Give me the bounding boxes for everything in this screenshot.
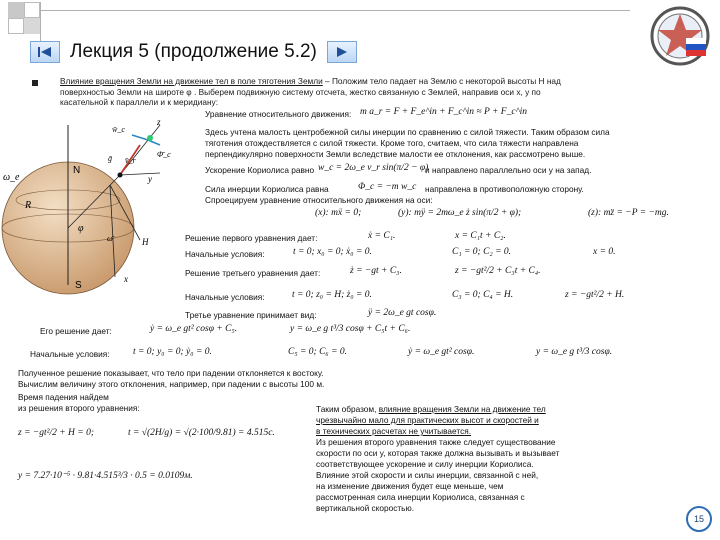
time-formula: t = √(2H/g) = √(2·100/9.81) = 4.515c. — [128, 428, 275, 438]
c12-formula: C₁ = 0; C₂ = 0. — [452, 247, 512, 257]
y-velocity-formula: ẏ = ω_e gt² cosφ + C₅. — [150, 324, 238, 334]
coriolis-acc-tail: и направлено параллельно оси y на запад. — [425, 165, 592, 175]
conclusion-line: Вычислим величину этого отклонения, например, при падении с высоты 100 м. — [18, 379, 325, 389]
wc-vector — [132, 135, 148, 140]
proj-z-formula: (z): mz̈ = −P = −mg. — [588, 208, 669, 218]
header-divider — [40, 10, 630, 11]
explanation-line: Здесь учтена малость центробежной силы инерции по сравнению с силой тяжести. Таким образом сила — [205, 127, 610, 137]
summary-line: Из решения второго уравнения также следует существование — [316, 437, 556, 447]
its-solution-label: Его решение дает: — [40, 326, 112, 336]
summary-line: чрезвычайно мало для практических высот и скоростей и — [316, 415, 539, 425]
z-label: z — [157, 117, 161, 127]
fc-label: Φ̄_c — [157, 150, 171, 159]
summary-line: вертикальной скоростью. — [316, 503, 415, 513]
x-velocity-formula: ẋ = C₁. — [368, 231, 396, 241]
x-zero-formula: x = 0. — [593, 247, 616, 257]
south-label: S — [75, 280, 82, 291]
proj-x-formula: (x): mẍ = 0; — [315, 208, 362, 218]
bullet — [32, 80, 38, 86]
coriolis-acc-label: Ускорение Кориолиса равно — [205, 165, 315, 175]
y-acc-formula: ÿ = 2ω_e gt cosφ. — [368, 308, 437, 318]
summary-line: Влияние этой скорости и силы инерции, связанной с ней, — [316, 470, 539, 480]
intro-paragraph — [60, 76, 705, 108]
relative-eq-formula: m a_r = F + F_e^in + F_c^in ≈ P + F_c^in — [360, 107, 527, 117]
explanation-line: перпендикулярно поверхности Земли вследствие малости ее отклонения, как рассмотрено выше. — [205, 149, 586, 159]
z-final-formula: z = −gt²/2 + H. — [565, 290, 625, 300]
z-velocity-formula: ż = −gt + C₃. — [350, 266, 402, 276]
conclusion-line: из решения второго уравнения: — [18, 403, 140, 413]
first-slide-icon — [36, 45, 54, 59]
y-label: y — [148, 174, 152, 184]
summary-line: рассмотренная сила инерции Кориолиса, связанная с — [316, 492, 525, 502]
intro-lead: Влияние вращения Земли на движение тел в поле тяготения Земли — [60, 76, 323, 86]
conclusion-line: Время падения найдем — [18, 392, 109, 402]
h-label: H — [142, 237, 149, 247]
project-label: Спроецируем уравнение относительного движения на оси: — [205, 195, 433, 205]
north-label: N — [73, 165, 81, 176]
z-position-formula: z = −gt²/2 + C₃t + C₄. — [455, 266, 541, 276]
summary-lead: Таким образом, — [316, 404, 379, 414]
initial-x-formula: t = 0; x₀ = 0; ẋ₀ = 0. — [293, 247, 372, 257]
initial-conditions-label: Начальные условия: — [185, 249, 265, 259]
next-slide-icon — [333, 45, 351, 59]
third-solution-label: Решение третьего уравнения дает: — [185, 268, 321, 278]
omega-label: ω_e — [3, 172, 20, 183]
initial-y-formula: t = 0; y₀ = 0; ẏ₀ = 0. — [133, 347, 212, 357]
vr-label: v̄_r — [125, 156, 136, 165]
y-velocity-final-formula: ẏ = ω_e gt² cosφ. — [408, 347, 475, 357]
page-title: Лекция 5 (продолжение 5.2) — [70, 41, 317, 62]
summary-line: соответствующее ускорение и силу инерции Кориолиса. — [316, 459, 534, 469]
header-decoration — [8, 18, 24, 34]
relative-eq-label: Уравнение относительного движения: — [205, 109, 352, 119]
header-decoration — [24, 2, 40, 18]
y-final-formula: y = ω_e g t³/3 cosφ. — [536, 347, 613, 357]
intro-line: касательной к параллели и к меридиану: — [60, 97, 218, 107]
initial-z-formula: t = 0; z₀ = H; ż₀ = 0. — [292, 290, 372, 300]
wc-label: w̄_c — [112, 125, 125, 134]
coriolis-acc-formula: w_c = 2ω_e v_r sin(π/2 − φ) — [318, 163, 429, 173]
summary-line: в технических расчетах не учитывается. — [316, 426, 472, 436]
x-label: x — [124, 274, 128, 284]
coriolis-force-formula: Φ_c = −m w_c — [358, 182, 417, 192]
c56-formula: C₅ = 0; C₆ = 0. — [288, 347, 348, 357]
fall-formula: z = −gt²/2 + H = 0; — [18, 428, 94, 438]
conclusion-line: Полученное решение показывает, что тело при падении отклоняется к востоку. — [18, 368, 324, 378]
explanation-line: тяготения отождествляется с силой тяжести. Кроме того, считаем, что сила тяжести направлена — [205, 138, 579, 148]
initial-conditions-label: Начальные условия: — [185, 292, 265, 302]
header-decoration — [8, 2, 24, 18]
summary-line — [316, 404, 546, 415]
y-solution-formula: y = ω_e g t³/3 cosφ + C₅t + C₆. — [290, 324, 411, 334]
c34-formula: C₃ = 0; C₄ = H. — [452, 290, 514, 300]
latitude-label: φ — [78, 223, 84, 234]
omega-vec-label: ω̄ — [107, 234, 113, 243]
radius-label: R — [25, 200, 32, 211]
initial-conditions-label: Начальные условия: — [30, 349, 110, 359]
next-slide-button[interactable] — [327, 41, 357, 63]
third-eq-label: Третье уравнение принимает вид: — [185, 310, 317, 320]
title-row — [30, 38, 357, 66]
first-solution-label: Решение первого уравнения дает: — [185, 233, 318, 243]
y-axis — [120, 173, 160, 175]
summary-emphasis: влияние вращения Земли на движение тел — [378, 404, 546, 414]
proj-y-formula: (y): mÿ = 2mω_e ż sin(π/2 + φ); — [398, 208, 522, 218]
intro-line: поверхностью Земли на широте φ . Выберем подвижную систему отсчета, жестко связанную с Землей, направив оси x, y по — [60, 86, 541, 97]
first-slide-button[interactable] — [30, 41, 60, 63]
x-position-formula: x = C₁t + C₂. — [455, 231, 506, 241]
intro-rest: – Положим тело падает на Землю с некоторой высоты H над — [322, 76, 561, 86]
g-label: ḡ — [108, 154, 112, 163]
deviation-formula: y = 7.27·10⁻⁵ · 9.81·4.515³/3 · 0.5 = 0.0109м. — [18, 471, 193, 481]
coriolis-force-tail: направлена в противоположную сторону. — [425, 184, 584, 194]
summary-line: скорости по оси y, которая также должна вызывать и вызывает — [316, 448, 560, 458]
university-logo-icon — [648, 4, 712, 68]
page-number: 15 — [686, 506, 712, 532]
coriolis-force-label: Сила инерции Кориолиса равна — [205, 184, 329, 194]
summary-line: на изменение движения будет еще меньше, чем — [316, 481, 504, 491]
earth-diagram — [0, 105, 200, 305]
header-decoration — [24, 18, 40, 34]
